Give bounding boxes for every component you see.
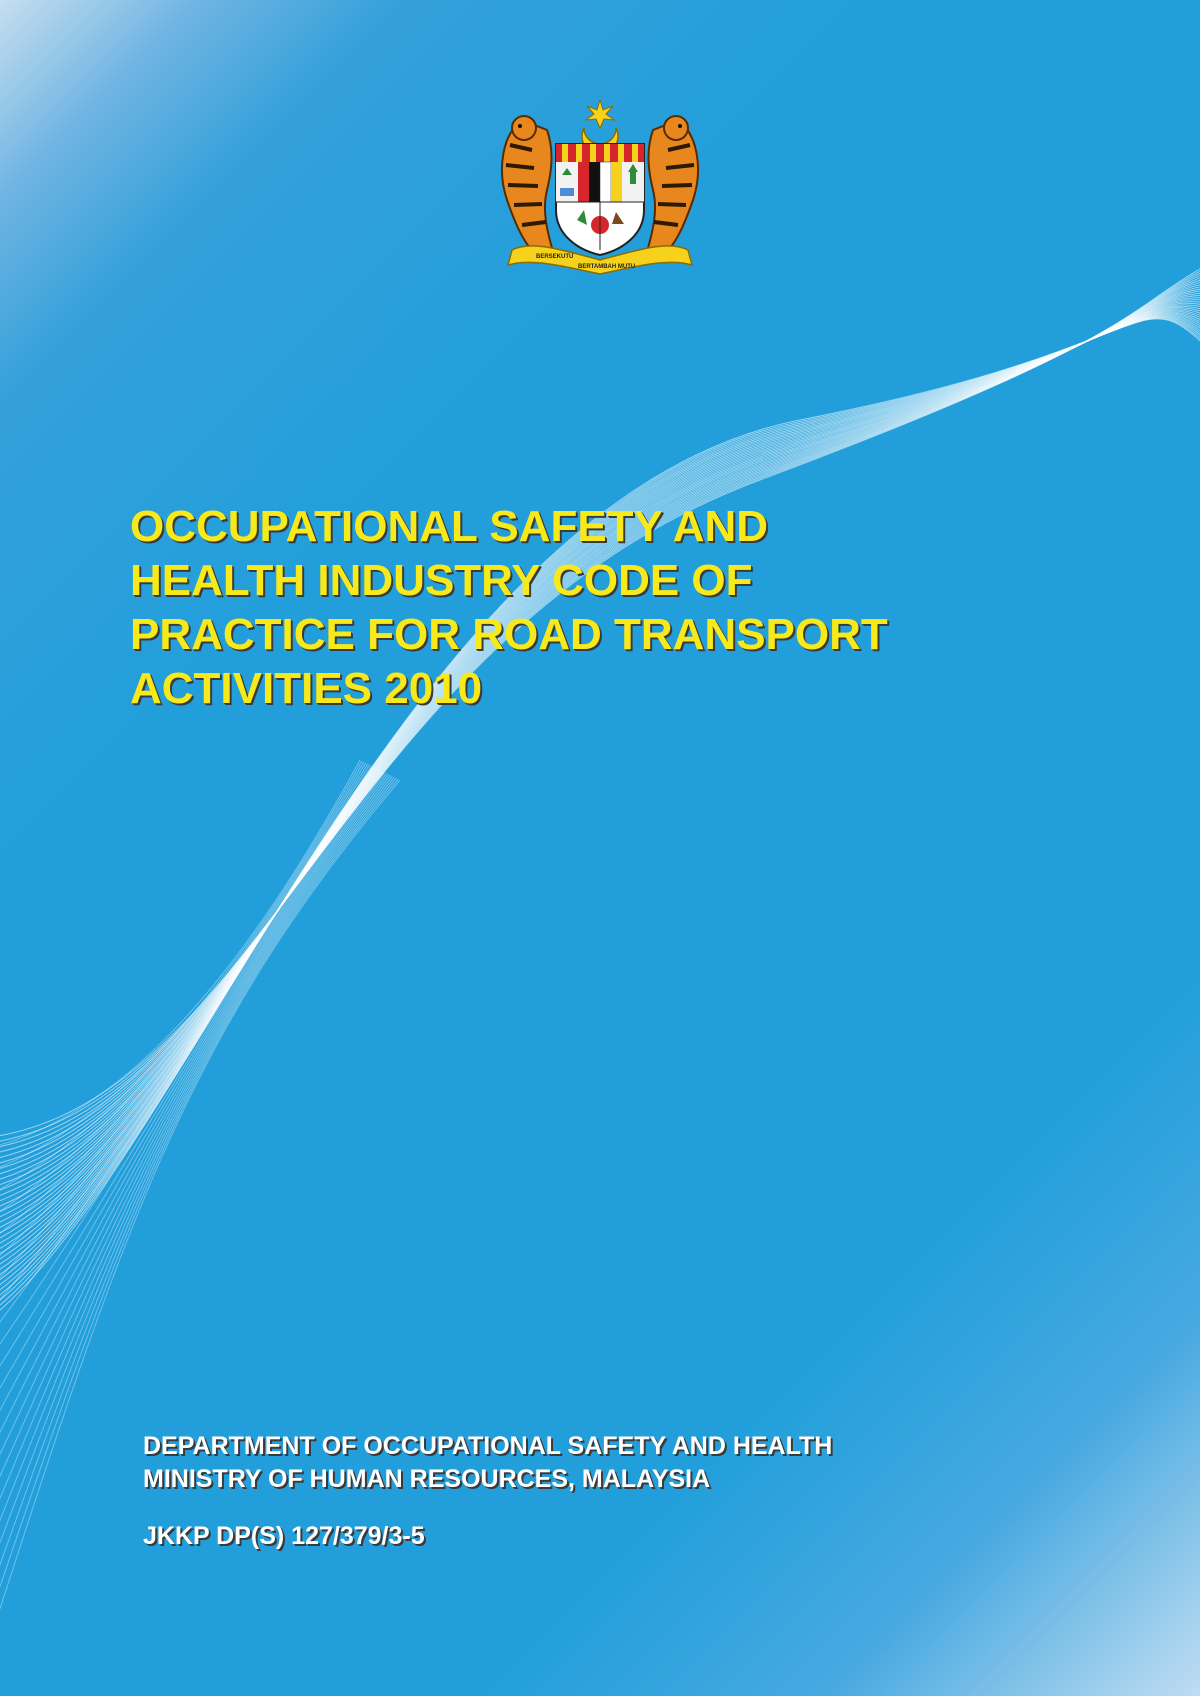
wave-line	[0, 314, 1200, 1297]
title-line-1: OCCUPATIONAL SAFETY AND	[130, 502, 769, 551]
wave-line	[0, 762, 364, 1200]
title-line-2: HEALTH INDUSTRY CODE OF	[130, 556, 753, 605]
wave-line	[0, 765, 370, 1274]
svg-text:BERSEKUTU: BERSEKUTU	[536, 254, 574, 260]
ministry-name: MINISTRY OF HUMAN RESOURCES, MALAYSIA	[143, 1465, 711, 1493]
wave-line	[0, 763, 366, 1224]
wave-line	[0, 312, 1200, 1280]
department-name: DEPARTMENT OF OCCUPATIONAL SAFETY AND HEALTH	[143, 1432, 833, 1460]
wave-line	[0, 318, 1200, 1334]
right-tiger-icon	[648, 116, 698, 250]
wave-line	[0, 319, 1200, 1340]
wave-line	[0, 310, 1200, 1268]
wave-line	[0, 315, 1200, 1304]
wave-line	[0, 303, 1200, 1237]
wave-line	[0, 779, 398, 1645]
title-line-3: PRACTICE FOR ROAD TRANSPORT	[130, 610, 888, 659]
wave-line	[0, 316, 1200, 1315]
wave-line	[0, 313, 1200, 1286]
wave-line	[0, 317, 1200, 1322]
title-line-4: ACTIVITIES 2010	[130, 664, 483, 713]
wave-line	[0, 314, 1200, 1292]
reference-code: JKKP DP(S) 127/379/3-5	[143, 1522, 425, 1550]
wave-line	[0, 270, 1200, 1171]
wave-line	[0, 318, 1200, 1328]
malaysia-coat-of-arms-icon	[492, 100, 708, 276]
wave-line	[0, 306, 1200, 1249]
wave-line	[0, 316, 1200, 1310]
wave-line	[0, 771, 383, 1447]
wave-line	[0, 298, 1200, 1219]
svg-text:BERTAMBAH MUTU: BERTAMBAH MUTU	[578, 264, 636, 270]
wave-line	[0, 295, 1200, 1212]
document-title	[130, 500, 1030, 716]
left-tiger-icon	[502, 116, 552, 250]
shield-icon	[556, 144, 644, 255]
wave-line	[0, 302, 1200, 1231]
wave-line	[0, 760, 360, 1150]
wave-line	[0, 764, 368, 1249]
wave-line	[0, 311, 1200, 1274]
wave-line	[0, 293, 1200, 1207]
